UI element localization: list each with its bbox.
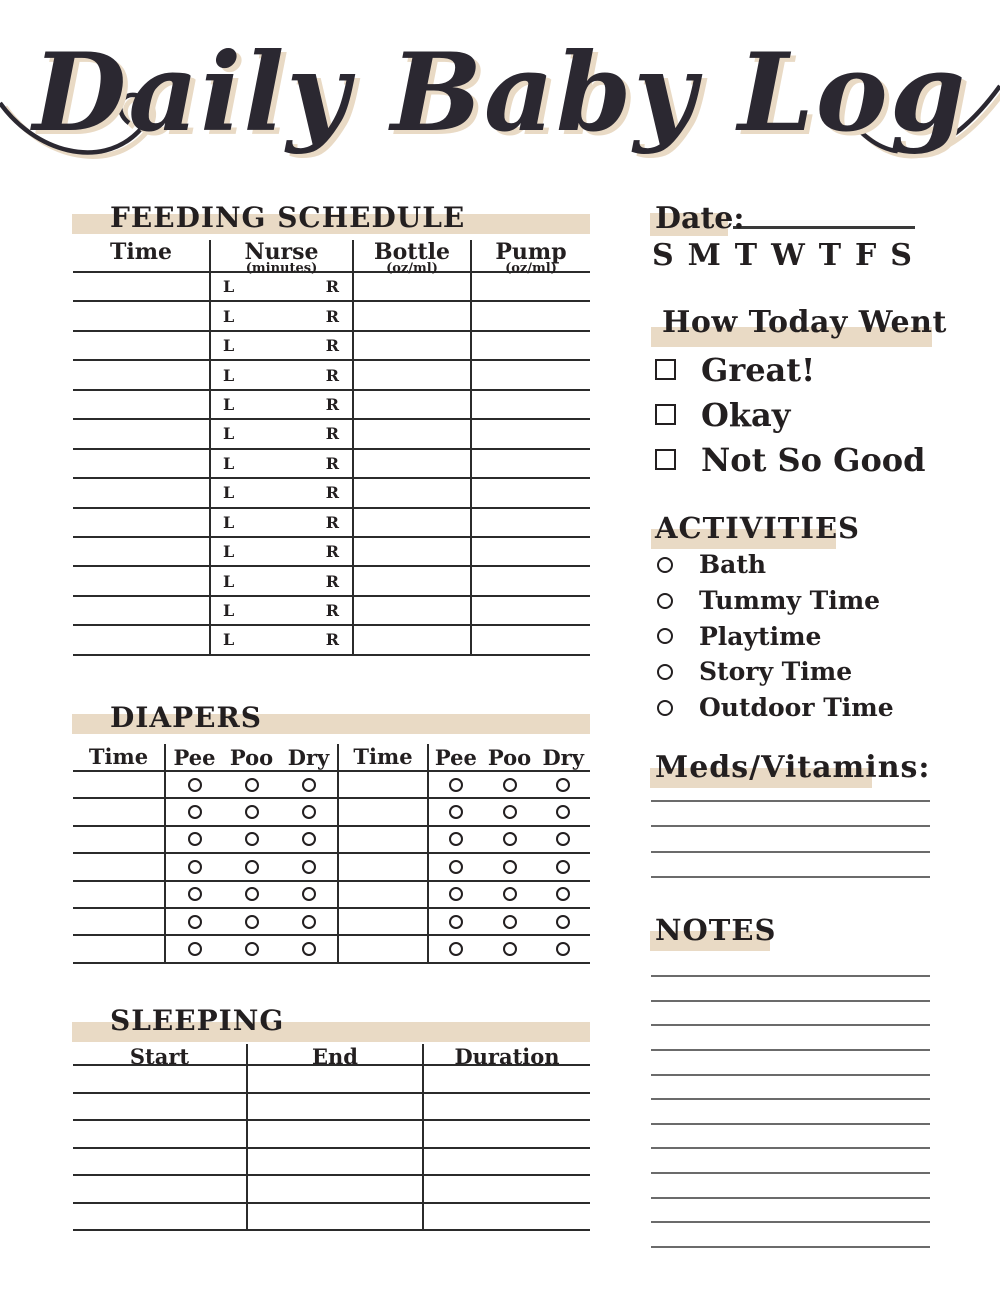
how-today-went-heading: How Today Went bbox=[662, 305, 947, 340]
nurse-right-label: R bbox=[325, 601, 339, 621]
activity-label: Tummy Time bbox=[699, 586, 881, 616]
diaper-pee-circle bbox=[188, 860, 202, 874]
sleeping-start-cell bbox=[73, 1066, 246, 1092]
diapers-section-heading: DIAPERS bbox=[110, 701, 262, 734]
diapers-marks-cell bbox=[427, 827, 590, 852]
sleeping-duration-cell bbox=[422, 1121, 590, 1147]
diapers-time-cell bbox=[73, 772, 164, 797]
feeding-row bbox=[73, 567, 590, 596]
weekday-letter: T bbox=[734, 238, 758, 273]
feeding-time-cell bbox=[73, 538, 209, 565]
nurse-right-label: R bbox=[325, 277, 339, 297]
nurse-left-label: L bbox=[223, 512, 235, 532]
diaper-pee-circle bbox=[188, 887, 202, 901]
notes-heading: NOTES bbox=[655, 913, 777, 947]
feeding-time-cell bbox=[73, 597, 209, 624]
feeding-pump-cell bbox=[470, 538, 590, 565]
circle-bullet-icon bbox=[657, 557, 673, 573]
diapers-header-marks-right bbox=[427, 744, 590, 770]
diaper-poo-circle bbox=[503, 942, 517, 956]
sleeping-row bbox=[73, 1204, 590, 1232]
writing-line bbox=[651, 1074, 930, 1076]
diaper-dry-circle bbox=[556, 942, 570, 956]
feeding-table bbox=[73, 240, 590, 656]
diaper-dry-circle bbox=[302, 832, 316, 846]
feeding-row bbox=[73, 597, 590, 626]
meds-vitamins-heading: Meds/Vitamins: bbox=[655, 750, 931, 785]
sleeping-duration-cell bbox=[422, 1094, 590, 1120]
writing-line bbox=[651, 825, 930, 827]
diapers-col-pee-left: Pee bbox=[173, 744, 216, 770]
nurse-right-label: R bbox=[325, 630, 339, 650]
sleeping-start-cell bbox=[73, 1176, 246, 1202]
activities-heading: ACTIVITIES bbox=[655, 511, 860, 545]
diaper-pee-circle bbox=[449, 860, 463, 874]
nurse-right-label: R bbox=[325, 453, 339, 473]
diapers-marks-cell bbox=[164, 882, 337, 907]
feeding-row bbox=[73, 450, 590, 479]
mood-option bbox=[655, 392, 926, 437]
feeding-nurse-cell bbox=[209, 420, 352, 447]
feeding-bottle-cell bbox=[352, 361, 470, 388]
diapers-marks-cell bbox=[164, 772, 337, 797]
sleeping-duration-cell bbox=[422, 1204, 590, 1230]
writing-line bbox=[651, 1172, 930, 1174]
feeding-col-nurse-unit: (minutes) bbox=[245, 261, 318, 276]
feeding-row bbox=[73, 538, 590, 567]
circle-bullet-icon bbox=[657, 700, 673, 716]
writing-line bbox=[651, 1098, 930, 1100]
diaper-pee-circle bbox=[449, 942, 463, 956]
writing-line bbox=[651, 800, 930, 802]
checkbox-icon bbox=[655, 359, 676, 380]
feeding-bottle-cell bbox=[352, 509, 470, 536]
feeding-time-cell bbox=[73, 420, 209, 447]
writing-line bbox=[651, 1246, 930, 1248]
feeding-nurse-cell bbox=[209, 391, 352, 418]
diapers-header-row bbox=[73, 744, 590, 772]
sleeping-duration-cell bbox=[422, 1066, 590, 1092]
nurse-left-label: L bbox=[223, 630, 235, 650]
sleeping-row bbox=[73, 1066, 590, 1094]
sleeping-duration-cell bbox=[422, 1149, 590, 1175]
sleeping-table-body bbox=[73, 1066, 590, 1231]
sleeping-end-cell bbox=[246, 1149, 422, 1175]
diapers-marks-cell bbox=[164, 909, 337, 934]
diapers-time-cell bbox=[337, 772, 427, 797]
weekday-letter: F bbox=[855, 238, 877, 273]
sleeping-start-cell bbox=[73, 1149, 246, 1175]
diaper-pee-circle bbox=[188, 832, 202, 846]
feeding-time-cell bbox=[73, 479, 209, 506]
diaper-pee-circle bbox=[449, 778, 463, 792]
diaper-pee-circle bbox=[188, 778, 202, 792]
diaper-poo-circle bbox=[245, 942, 259, 956]
activity-label: Bath bbox=[699, 550, 767, 580]
feeding-nurse-cell bbox=[209, 509, 352, 536]
diapers-table bbox=[73, 744, 590, 964]
diapers-marks-cell bbox=[427, 909, 590, 934]
feeding-pump-cell bbox=[470, 450, 590, 477]
diaper-dry-circle bbox=[302, 805, 316, 819]
circle-bullet-icon bbox=[657, 628, 673, 644]
feeding-nurse-cell bbox=[209, 538, 352, 565]
feeding-row bbox=[73, 361, 590, 390]
feeding-pump-cell bbox=[470, 509, 590, 536]
diaper-poo-circle bbox=[503, 805, 517, 819]
feeding-time-cell bbox=[73, 273, 209, 300]
diaper-dry-circle bbox=[556, 915, 570, 929]
diapers-row bbox=[73, 909, 590, 936]
activity-label: Story Time bbox=[699, 657, 853, 687]
diapers-col-pee-right: Pee bbox=[434, 744, 477, 770]
diaper-pee-circle bbox=[188, 942, 202, 956]
feeding-header-row bbox=[73, 239, 590, 276]
feeding-row bbox=[73, 273, 590, 302]
feeding-bottle-cell bbox=[352, 332, 470, 359]
nurse-left-label: L bbox=[223, 277, 235, 297]
diapers-table-body bbox=[73, 772, 590, 964]
feeding-nurse-cell bbox=[209, 273, 352, 300]
sleeping-row bbox=[73, 1121, 590, 1149]
activity-label: Outdoor Time bbox=[699, 693, 894, 723]
feeding-bottle-cell bbox=[352, 597, 470, 624]
feeding-col-bottle-unit: (oz/ml) bbox=[386, 261, 438, 276]
diaper-pee-circle bbox=[449, 915, 463, 929]
feeding-nurse-cell bbox=[209, 361, 352, 388]
diapers-col-time-right: Time bbox=[337, 744, 427, 770]
sleeping-end-cell bbox=[246, 1204, 422, 1230]
meds-writing-lines bbox=[651, 800, 930, 880]
feeding-col-pump-unit: (oz/ml) bbox=[505, 261, 557, 276]
diapers-marks-cell bbox=[164, 827, 337, 852]
diaper-dry-circle bbox=[556, 860, 570, 874]
feeding-time-cell bbox=[73, 302, 209, 329]
writing-line bbox=[651, 1123, 930, 1125]
feeding-header-bottle bbox=[352, 239, 470, 276]
diaper-dry-circle bbox=[302, 942, 316, 956]
nurse-left-label: L bbox=[223, 336, 235, 356]
writing-line bbox=[651, 1024, 930, 1026]
feeding-time-cell bbox=[73, 361, 209, 388]
nurse-right-label: R bbox=[325, 394, 339, 414]
feeding-row bbox=[73, 332, 590, 361]
sleeping-row bbox=[73, 1176, 590, 1204]
feeding-header-time bbox=[73, 240, 209, 271]
feeding-pump-cell bbox=[470, 420, 590, 447]
feeding-time-cell bbox=[73, 509, 209, 536]
weekday-letter: T bbox=[818, 238, 842, 273]
feeding-row bbox=[73, 420, 590, 449]
feeding-time-cell bbox=[73, 626, 209, 653]
feeding-pump-cell bbox=[470, 361, 590, 388]
diapers-time-cell bbox=[73, 799, 164, 824]
feeding-pump-cell bbox=[470, 391, 590, 418]
nurse-right-label: R bbox=[325, 571, 339, 591]
diapers-time-cell bbox=[337, 827, 427, 852]
feeding-bottle-cell bbox=[352, 420, 470, 447]
diaper-dry-circle bbox=[302, 778, 316, 792]
feeding-col-bottle: Bottle bbox=[374, 239, 450, 265]
feeding-nurse-cell bbox=[209, 597, 352, 624]
diaper-pee-circle bbox=[449, 805, 463, 819]
diapers-header-marks-left bbox=[164, 744, 337, 770]
writing-line bbox=[651, 1147, 930, 1149]
diapers-time-cell bbox=[73, 882, 164, 907]
sleeping-start-cell bbox=[73, 1094, 246, 1120]
diaper-poo-circle bbox=[245, 860, 259, 874]
diaper-poo-circle bbox=[245, 887, 259, 901]
nurse-right-label: R bbox=[325, 512, 339, 532]
diaper-dry-circle bbox=[556, 887, 570, 901]
feeding-nurse-cell bbox=[209, 626, 352, 653]
mood-option-label: Great! bbox=[701, 350, 816, 389]
diaper-pee-circle bbox=[188, 915, 202, 929]
activity-item bbox=[657, 690, 894, 726]
diapers-marks-cell bbox=[164, 799, 337, 824]
diapers-marks-cell bbox=[164, 936, 337, 961]
sleeping-row bbox=[73, 1149, 590, 1177]
nurse-right-label: R bbox=[325, 306, 339, 326]
feeding-col-time: Time bbox=[109, 239, 172, 265]
sleeping-col-start: Start bbox=[129, 1044, 190, 1069]
diapers-row bbox=[73, 772, 590, 799]
feeding-pump-cell bbox=[470, 332, 590, 359]
feeding-nurse-cell bbox=[209, 479, 352, 506]
feeding-bottle-cell bbox=[352, 567, 470, 594]
diapers-time-cell bbox=[73, 936, 164, 961]
feeding-time-cell bbox=[73, 391, 209, 418]
sleeping-section-heading: SLEEPING bbox=[110, 1004, 285, 1037]
diapers-marks-cell bbox=[164, 854, 337, 879]
mood-option-label: Okay bbox=[701, 395, 791, 434]
writing-line bbox=[651, 1049, 930, 1051]
diapers-time-cell bbox=[73, 854, 164, 879]
sleeping-col-duration: Duration bbox=[422, 1044, 590, 1064]
nurse-left-label: L bbox=[223, 306, 235, 326]
sleeping-col-end: End bbox=[246, 1044, 422, 1064]
writing-line bbox=[651, 851, 930, 853]
diapers-time-cell bbox=[73, 909, 164, 934]
sleeping-end-cell bbox=[246, 1176, 422, 1202]
sleeping-end-cell bbox=[246, 1094, 422, 1120]
sleeping-row bbox=[73, 1094, 590, 1122]
nurse-left-label: L bbox=[223, 424, 235, 444]
sleeping-end-cell bbox=[246, 1066, 422, 1092]
notes-writing-lines bbox=[651, 975, 930, 1255]
checkbox-icon bbox=[655, 449, 676, 470]
feeding-nurse-cell bbox=[209, 450, 352, 477]
writing-line bbox=[651, 1000, 930, 1002]
feeding-row bbox=[73, 479, 590, 508]
diapers-marks-cell bbox=[427, 854, 590, 879]
sleeping-duration-cell bbox=[422, 1176, 590, 1202]
feeding-row bbox=[73, 626, 590, 655]
activity-label: Playtime bbox=[699, 621, 822, 651]
diapers-time-cell bbox=[337, 799, 427, 824]
weekday-letter: W bbox=[771, 238, 805, 273]
diaper-poo-circle bbox=[503, 887, 517, 901]
diaper-dry-circle bbox=[556, 832, 570, 846]
feeding-section-heading: FEEDING SCHEDULE bbox=[110, 201, 466, 234]
nurse-right-label: R bbox=[325, 424, 339, 444]
nurse-left-label: L bbox=[223, 365, 235, 385]
diapers-marks-cell bbox=[427, 936, 590, 961]
writing-line bbox=[651, 1221, 930, 1223]
nurse-right-label: R bbox=[325, 336, 339, 356]
diaper-pee-circle bbox=[449, 832, 463, 846]
diapers-col-time-left: Time bbox=[88, 744, 149, 769]
feeding-col-nurse: Nurse bbox=[244, 239, 319, 265]
feeding-time-cell bbox=[73, 567, 209, 594]
diapers-time-cell bbox=[337, 936, 427, 961]
nurse-right-label: R bbox=[325, 542, 339, 562]
activity-item bbox=[657, 547, 894, 583]
diapers-time-cell bbox=[337, 882, 427, 907]
checkbox-icon bbox=[655, 404, 676, 425]
feeding-row bbox=[73, 391, 590, 420]
mood-option bbox=[655, 437, 926, 482]
writing-line bbox=[651, 876, 930, 878]
writing-line bbox=[651, 1197, 930, 1199]
diaper-poo-circle bbox=[245, 778, 259, 792]
feeding-pump-cell bbox=[470, 626, 590, 653]
diaper-poo-circle bbox=[503, 832, 517, 846]
sleeping-start-cell bbox=[73, 1121, 246, 1147]
nurse-right-label: R bbox=[325, 483, 339, 503]
diaper-pee-circle bbox=[188, 805, 202, 819]
feeding-pump-cell bbox=[470, 302, 590, 329]
diapers-time-cell bbox=[73, 827, 164, 852]
diaper-poo-circle bbox=[245, 832, 259, 846]
diaper-dry-circle bbox=[556, 805, 570, 819]
weekday-letter: S bbox=[652, 238, 674, 273]
feeding-pump-cell bbox=[470, 567, 590, 594]
feeding-bottle-cell bbox=[352, 626, 470, 653]
feeding-bottle-cell bbox=[352, 538, 470, 565]
feeding-time-cell bbox=[73, 332, 209, 359]
diapers-time-cell bbox=[337, 854, 427, 879]
feeding-row bbox=[73, 509, 590, 538]
feeding-col-pump: Pump bbox=[495, 239, 567, 265]
weekday-letter: M bbox=[687, 238, 721, 273]
diaper-dry-circle bbox=[302, 915, 316, 929]
nurse-left-label: L bbox=[223, 571, 235, 591]
feeding-nurse-cell bbox=[209, 302, 352, 329]
diapers-marks-cell bbox=[427, 772, 590, 797]
feeding-header-pump bbox=[470, 239, 590, 276]
nurse-left-label: L bbox=[223, 601, 235, 621]
feeding-bottle-cell bbox=[352, 273, 470, 300]
feeding-pump-cell bbox=[470, 273, 590, 300]
sleeping-end-cell bbox=[246, 1121, 422, 1147]
diapers-row bbox=[73, 799, 590, 826]
circle-bullet-icon bbox=[657, 664, 673, 680]
diapers-col-dry-right: Dry bbox=[542, 744, 584, 770]
mood-option-label: Not So Good bbox=[701, 440, 926, 479]
sleeping-start-cell bbox=[73, 1204, 246, 1230]
feeding-row bbox=[73, 302, 590, 331]
circle-bullet-icon bbox=[657, 593, 673, 609]
diaper-poo-circle bbox=[503, 778, 517, 792]
diapers-row bbox=[73, 936, 590, 963]
feeding-bottle-cell bbox=[352, 479, 470, 506]
diaper-poo-circle bbox=[245, 915, 259, 929]
diaper-poo-circle bbox=[503, 860, 517, 874]
feeding-pump-cell bbox=[470, 597, 590, 624]
diaper-pee-circle bbox=[449, 887, 463, 901]
diapers-marks-cell bbox=[427, 799, 590, 824]
nurse-left-label: L bbox=[223, 542, 235, 562]
nurse-left-label: L bbox=[223, 453, 235, 473]
feeding-time-cell bbox=[73, 450, 209, 477]
diapers-col-dry-left: Dry bbox=[287, 744, 330, 770]
diaper-dry-circle bbox=[302, 887, 316, 901]
activity-item bbox=[657, 654, 894, 690]
nurse-right-label: R bbox=[325, 365, 339, 385]
feeding-table-body bbox=[73, 273, 590, 656]
diapers-time-cell bbox=[337, 909, 427, 934]
date-writing-line bbox=[733, 226, 915, 229]
feeding-bottle-cell bbox=[352, 391, 470, 418]
feeding-nurse-cell bbox=[209, 567, 352, 594]
sleeping-header-row bbox=[73, 1044, 590, 1069]
feeding-header-nurse bbox=[209, 239, 352, 276]
feeding-bottle-cell bbox=[352, 302, 470, 329]
diapers-row bbox=[73, 854, 590, 881]
activity-item bbox=[657, 583, 894, 619]
diaper-poo-circle bbox=[245, 805, 259, 819]
feeding-pump-cell bbox=[470, 479, 590, 506]
activity-item bbox=[657, 618, 894, 654]
nurse-left-label: L bbox=[223, 483, 235, 503]
sleeping-table bbox=[73, 1044, 590, 1231]
feeding-bottle-cell bbox=[352, 450, 470, 477]
activities-list bbox=[657, 547, 894, 725]
diapers-row bbox=[73, 882, 590, 909]
writing-line bbox=[651, 975, 930, 977]
weekday-letter: S bbox=[890, 238, 912, 273]
diapers-col-poo-left: Poo bbox=[229, 744, 274, 770]
nurse-left-label: L bbox=[223, 394, 235, 414]
mood-option bbox=[655, 347, 926, 392]
date-label: Date: bbox=[655, 201, 745, 236]
feeding-nurse-cell bbox=[209, 332, 352, 359]
diapers-marks-cell bbox=[427, 882, 590, 907]
weekday-letters-row bbox=[652, 238, 912, 273]
diapers-row bbox=[73, 827, 590, 854]
diaper-poo-circle bbox=[503, 915, 517, 929]
diaper-dry-circle bbox=[556, 778, 570, 792]
page-title: Daily Baby Log bbox=[32, 30, 968, 156]
mood-options-list bbox=[655, 347, 926, 482]
diaper-dry-circle bbox=[302, 860, 316, 874]
diapers-col-poo-right: Poo bbox=[487, 744, 532, 770]
